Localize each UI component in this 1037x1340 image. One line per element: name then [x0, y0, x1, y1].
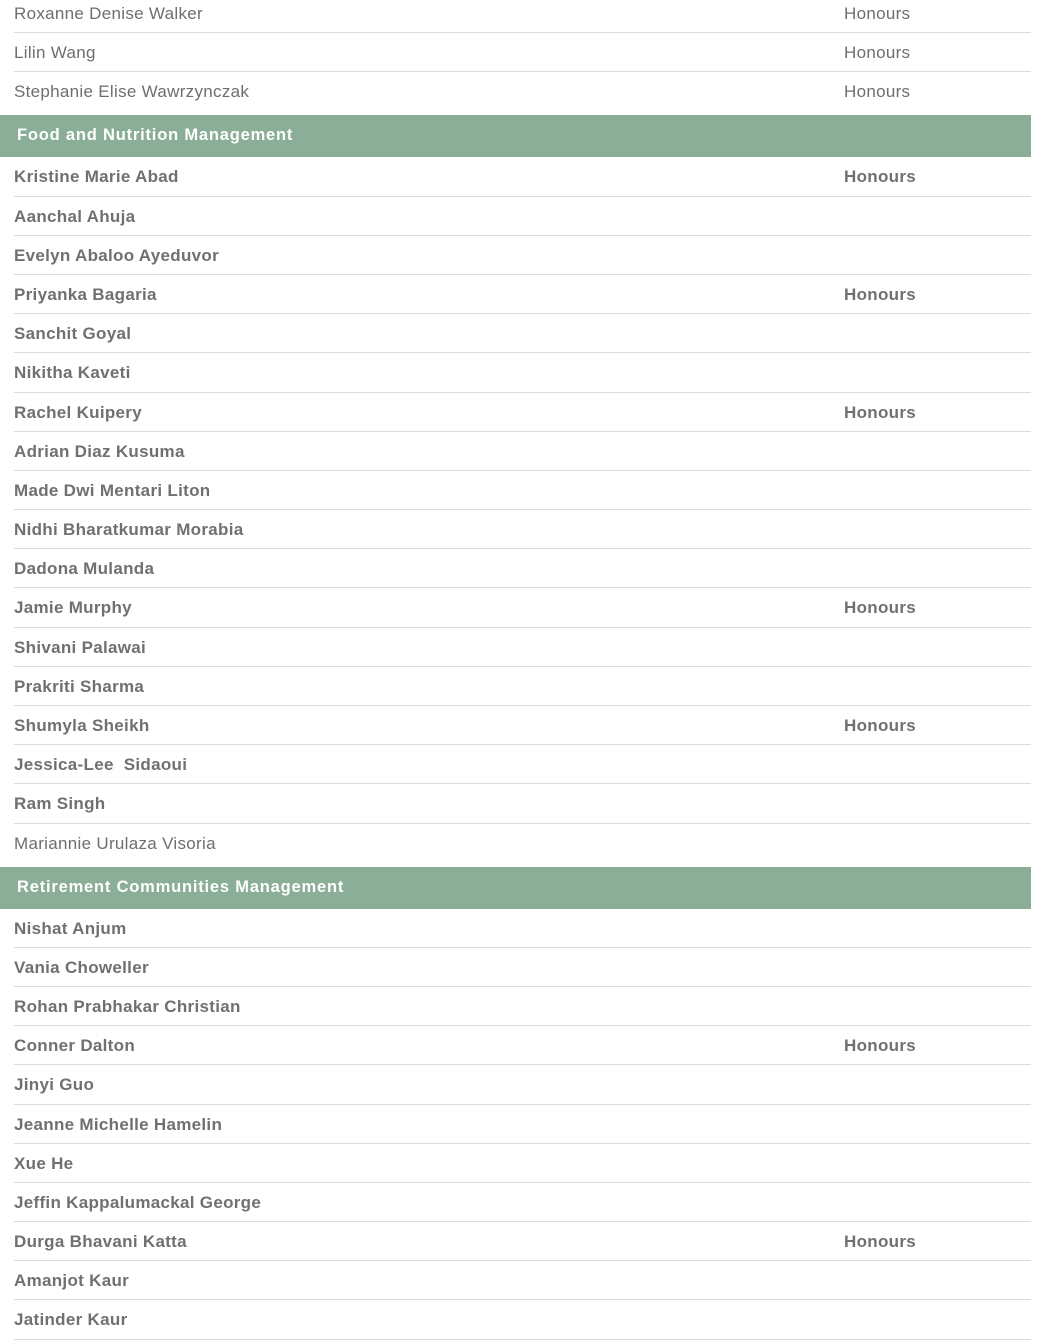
honours-label: Honours: [844, 598, 916, 618]
student-name: Dadona Mulanda: [14, 559, 155, 579]
list-row: [14, 432, 1031, 471]
student-name: Nikitha Kaveti: [14, 363, 131, 383]
student-name: Amanjot Kaur: [14, 1271, 130, 1291]
student-name: Jeffin Kappalumackal George: [14, 1192, 262, 1212]
honours-label: Honours: [844, 43, 911, 63]
section-header: Retirement Communities Management: [0, 867, 1031, 909]
student-name: Jamie Murphy: [14, 598, 132, 618]
honours-label: Honours: [844, 82, 911, 102]
list-row: [14, 393, 1031, 432]
list-row: [14, 628, 1031, 667]
student-name: Jinyi Guo: [14, 1075, 95, 1095]
list-row: [14, 667, 1031, 706]
section-header: Food and Nutrition Management: [0, 115, 1031, 157]
honours-label: Honours: [844, 716, 916, 735]
list-row: [14, 549, 1031, 588]
list-row: [14, 314, 1031, 353]
list-row: [14, 824, 1031, 867]
student-name: Stephanie Elise Wawrzynczak: [14, 82, 250, 102]
honours-label: Honours: [844, 1232, 916, 1252]
student-name: Made Dwi Mentari Liton: [14, 480, 211, 500]
list-row: [14, 1183, 1031, 1222]
student-name: Sanchit Goyal: [14, 324, 132, 344]
list-row: [14, 588, 1031, 627]
list-row: [14, 72, 1031, 115]
student-name: Jessica-Lee Sidaoui: [14, 755, 188, 775]
list-row: [14, 1261, 1031, 1300]
student-name: Adrian Diaz Kusuma: [14, 441, 185, 461]
list-row: [14, 275, 1031, 314]
student-name: Durga Bhavani Katta: [14, 1232, 187, 1252]
student-name: Vania Choweller: [14, 957, 149, 977]
list-row: [14, 706, 1031, 745]
student-name: Jatinder Kaur: [14, 1310, 128, 1330]
list-row: [14, 197, 1031, 236]
student-name: Ram Singh: [14, 794, 106, 814]
student-name: Nidhi Bharatkumar Morabia: [14, 520, 244, 540]
list-row: [14, 909, 1031, 948]
list-row: [14, 948, 1031, 987]
student-name: Rachel Kuipery: [14, 402, 142, 422]
list-row: [14, 353, 1031, 392]
honours-label: Honours: [844, 4, 911, 23]
student-name: Shumyla Sheikh: [14, 716, 150, 735]
list-row: [14, 784, 1031, 823]
student-name: Mariannie Urulaza Visoria: [14, 833, 216, 853]
honours-label: Honours: [844, 1036, 916, 1056]
list-row: [14, 236, 1031, 275]
student-name: Aanchal Ahuja: [14, 206, 136, 226]
list-row: [14, 1105, 1031, 1144]
list-row: [14, 987, 1031, 1026]
list-row: [14, 157, 1031, 196]
student-name: Lilin Wang: [14, 43, 96, 63]
honours-label: Honours: [844, 402, 916, 422]
student-name: Priyanka Bagaria: [14, 284, 157, 304]
student-name: Xue He: [14, 1153, 74, 1173]
student-name: Prakriti Sharma: [14, 676, 145, 696]
student-name: Nishat Anjum: [14, 918, 127, 938]
student-name: Kristine Marie Abad: [14, 167, 179, 187]
list-row: [14, 1144, 1031, 1183]
list-row: [14, 745, 1031, 784]
list-row: [14, 471, 1031, 510]
student-name: Jeanne Michelle Hamelin: [14, 1114, 223, 1134]
student-name: Conner Dalton: [14, 1036, 136, 1056]
list-row: [14, 1222, 1031, 1261]
list-row: [14, 0, 1031, 33]
list-row: [14, 1065, 1031, 1104]
honours-label: Honours: [844, 284, 916, 304]
student-name: Evelyn Abaloo Ayeduvor: [14, 245, 219, 265]
list-row: [14, 33, 1031, 72]
honours-label: Honours: [844, 167, 916, 187]
list-row: [14, 1026, 1031, 1065]
student-name: Roxanne Denise Walker: [14, 4, 203, 23]
list-row: [14, 1300, 1031, 1339]
student-name: Rohan Prabhakar Christian: [14, 996, 241, 1016]
student-name: Shivani Palawai: [14, 637, 147, 657]
list-row: [14, 510, 1031, 549]
